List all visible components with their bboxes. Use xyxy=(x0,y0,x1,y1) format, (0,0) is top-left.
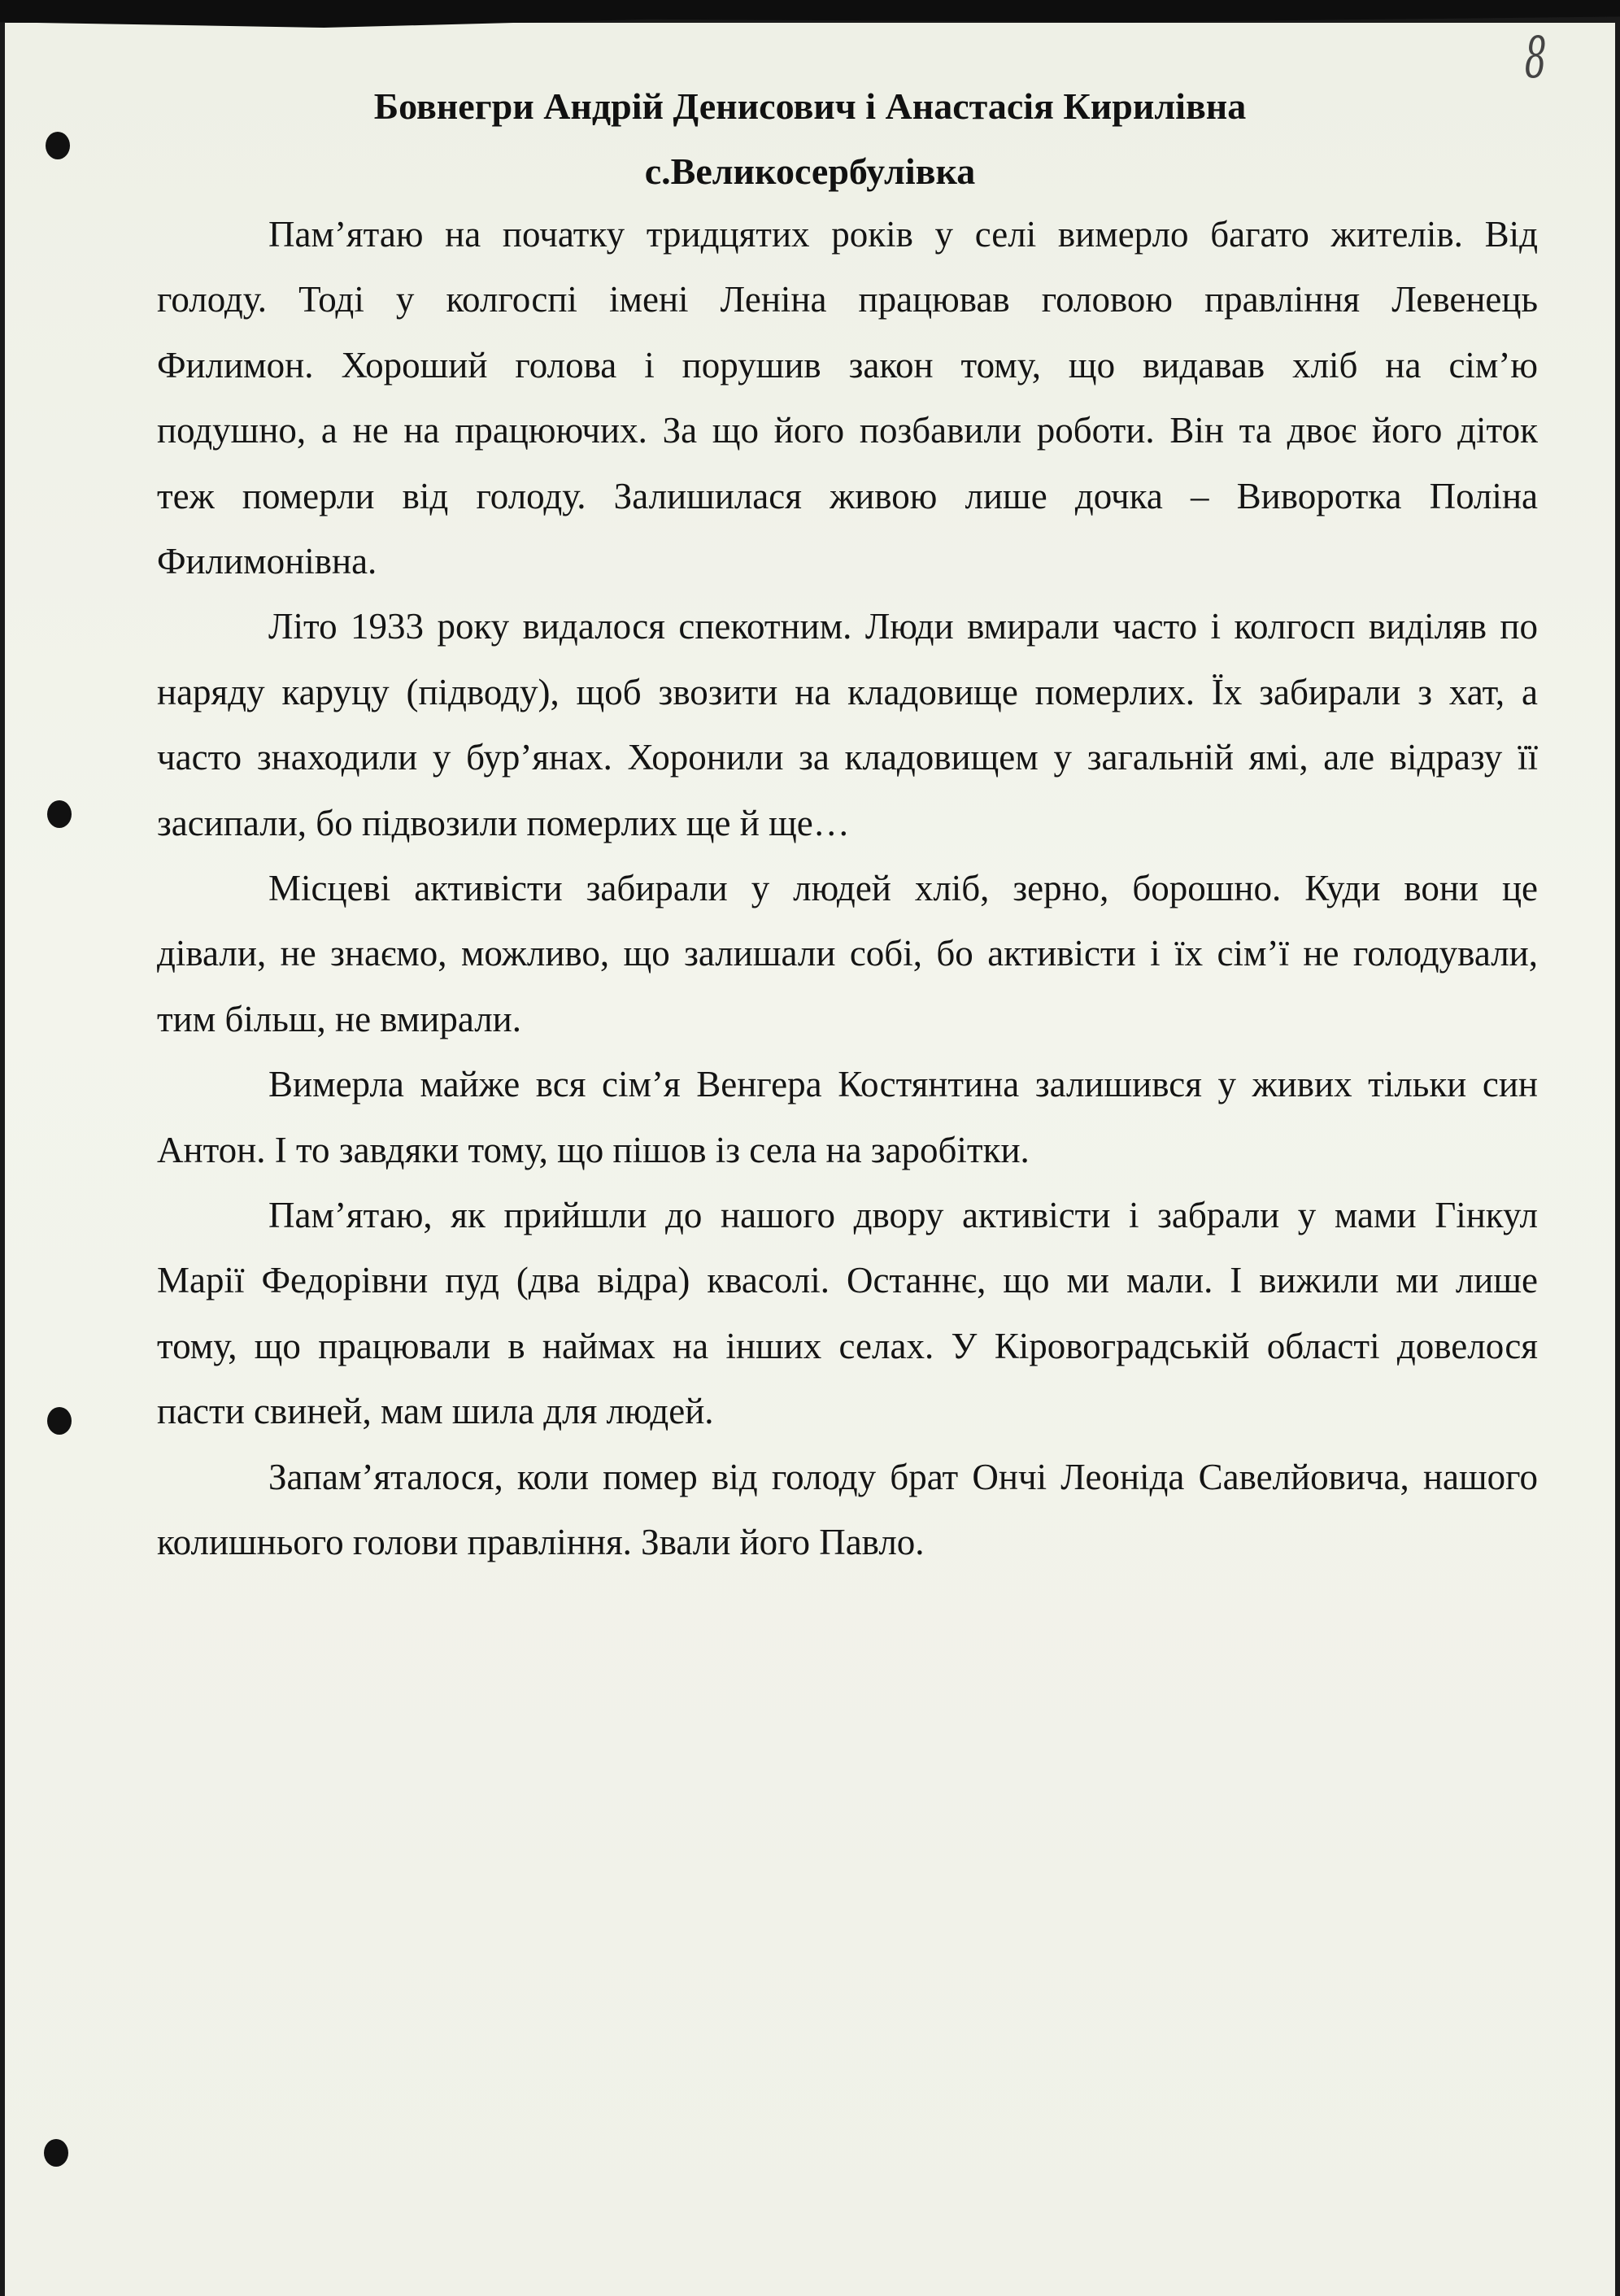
punch-hole xyxy=(47,800,72,828)
paragraph-2-line: наряду каруцу (підводу), щоб звозити на кладовище померлих. Їх забирали з хат, а xyxy=(157,671,1538,712)
punch-hole xyxy=(47,1407,72,1435)
paragraph-5-line: Марії Федорівни пуд (два відра) квасолі. Останнє, що ми мали. І вижили ми лише xyxy=(157,1260,1538,1301)
paragraph-1-line: голоду. Тоді у колгоспі імені Леніна працював головою правління Левенець xyxy=(157,279,1538,320)
paragraph-1-line: подушно, а не на працюючих. За що його позбавили роботи. Він та двоє його діток xyxy=(157,410,1538,451)
paragraph-1-line: теж померли від голоду. Залишилася живою лише дочка – Виворотка Поліна xyxy=(157,475,1538,516)
paragraph-5-line: Пам’ятаю, як прийшли до нашого двору активісти і забрали у мами Гінкул xyxy=(268,1195,1538,1235)
paragraph-5-line: пасти свиней, мам шила для людей. xyxy=(157,1391,714,1432)
paragraph-4-line: Вимерла майже вся сім’я Венгера Костянтина залишився у живих тільки син xyxy=(268,1064,1538,1105)
punch-hole xyxy=(44,2139,68,2167)
paragraph-5-line: тому, що працювали в наймах на інших селах. У Кіровоградській області довелося xyxy=(157,1325,1538,1366)
handwritten-page-number: 8 xyxy=(1524,24,1547,91)
paragraph-3-line: тим більш, не вмирали. xyxy=(157,998,522,1039)
village-name: с.Великосербулівка xyxy=(644,150,976,192)
paragraph-1-line: Пам’ятаю на початку тридцятих років у селі вимерло багато жителів. Від xyxy=(268,214,1538,255)
paragraph-6-line: Запам’яталося, коли помер від голоду брат Ончі Леоніда Савелйовича, нашого xyxy=(268,1456,1538,1497)
paragraph-3-line: дівали, не знаємо, можливо, що залишали собі, бо активісти і їх сім’ї не голодували, xyxy=(157,933,1538,974)
paragraph-2-line: засипали, бо підвозили померлих ще й ще… xyxy=(157,802,850,843)
paragraph-6-line: колишнього голови правління. Звали його Павло. xyxy=(157,1522,925,1562)
paragraph-2-line: Літо 1933 року видалося спекотним. Люди вмирали часто і колгосп виділяв по xyxy=(268,606,1538,647)
paragraph-2-line: часто знаходили у бур’янах. Хоронили за кладовищем у загальній ямі, але відразу її xyxy=(157,737,1538,778)
paragraph-4-line: Антон. І то завдяки тому, що пішов із села на заробітки. xyxy=(157,1129,1030,1170)
paragraph-1-line: Филимонівна. xyxy=(157,541,377,582)
paragraph-3-line: Місцеві активісти забирали у людей хліб, зерно, борошно. Куди вони це xyxy=(268,868,1538,908)
paragraph-1-line: Филимон. Хороший голова і порушив закон тому, що видавав хліб на сім’ю xyxy=(157,344,1538,386)
document-title: Бовнегри Андрій Денисович і Анастасія Кирилівна xyxy=(373,85,1247,127)
